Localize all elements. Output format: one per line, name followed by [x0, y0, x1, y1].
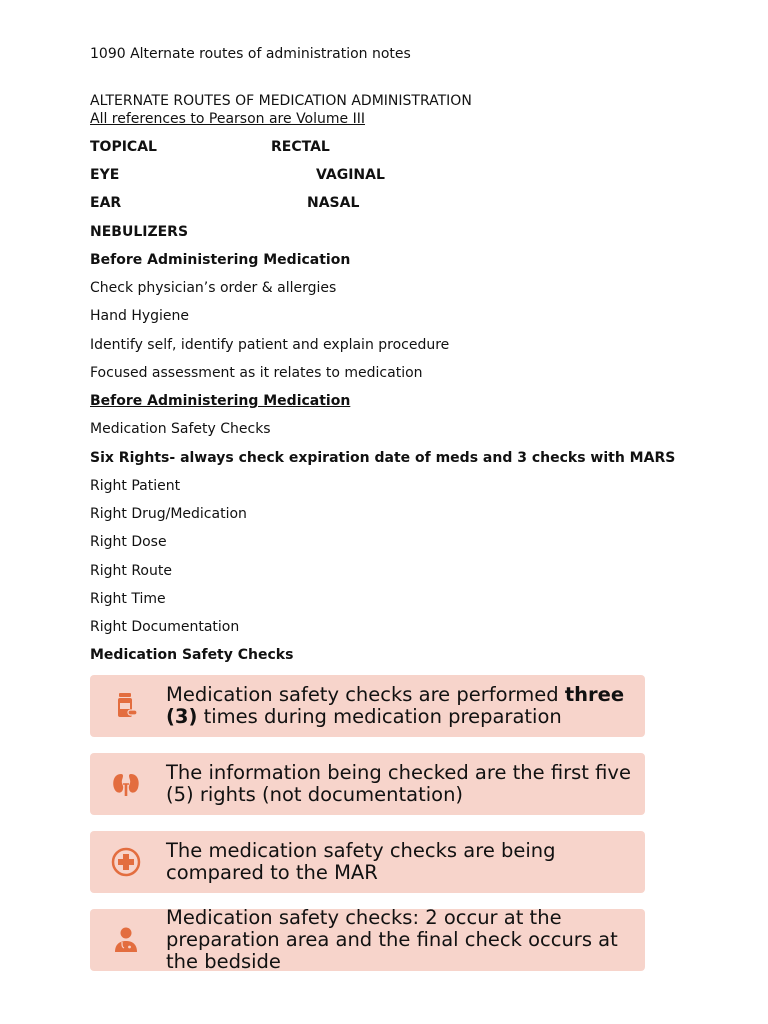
right-item: Right Drug/Medication [90, 506, 247, 522]
card-text-bold: three (3) [166, 683, 625, 728]
right-item: Right Dose [90, 534, 167, 550]
card-text: Medication safety checks: 2 occur at the preparation area and the final check occurs at the bedside [166, 906, 618, 973]
card-text-part: times during medication preparation [197, 705, 562, 728]
route-left: EYE [90, 167, 120, 183]
route-right: NASAL [307, 195, 360, 211]
before-heading-underlined: Before Administering Medication [90, 393, 351, 409]
reference-note: All references to Pearson are Volume III [90, 111, 365, 127]
right-item: Right Route [90, 563, 172, 579]
route-right: VAGINAL [316, 167, 385, 183]
card-text-part: Medication safety checks are performed [166, 683, 565, 706]
card-text: The information being checked are the first five (5) rights (not documentation) [166, 761, 631, 806]
right-item: Right Time [90, 591, 166, 607]
route-left: NEBULIZERS [90, 224, 189, 240]
route-right: RECTAL [271, 139, 330, 155]
before-item: Identify self, identify patient and explain procedure [90, 337, 450, 353]
document-title: 1090 Alternate routes of administration notes [90, 46, 411, 62]
safety-check-card [90, 675, 645, 737]
right-item: Right Patient [90, 478, 181, 494]
route-left: TOPICAL [90, 139, 157, 155]
kidneys-icon [110, 768, 142, 800]
card-text: The medication safety checks are being compared to the MAR [166, 839, 556, 884]
doctor-icon [110, 924, 142, 956]
route-row [90, 138, 490, 156]
safety-checks-label: Medication Safety Checks [90, 421, 271, 437]
route-row [90, 194, 490, 212]
safety-check-card [90, 753, 645, 815]
six-rights-heading: Six Rights- always check expiration date of meds and 3 checks with MARS [90, 450, 676, 466]
route-left: EAR [90, 195, 122, 211]
before-item: Hand Hygiene [90, 308, 190, 324]
safety-checks-heading: Medication Safety Checks [90, 647, 294, 663]
route-row [90, 223, 188, 241]
before-item: Focused assessment as it relates to medication [90, 365, 423, 381]
safety-check-card [90, 906, 645, 973]
pill-bottle-icon [110, 690, 142, 722]
route-row [90, 166, 490, 184]
section-heading: ALTERNATE ROUTES OF MEDICATION ADMINISTRATION [90, 93, 472, 109]
before-item: Check physician’s order & allergies [90, 280, 337, 296]
safety-check-card [90, 831, 645, 893]
document-page [90, 0, 710, 1024]
medical-cross-icon [110, 846, 142, 878]
card-text [166, 684, 637, 728]
before-heading: Before Administering Medication [90, 252, 351, 268]
right-item: Right Documentation [90, 619, 240, 635]
